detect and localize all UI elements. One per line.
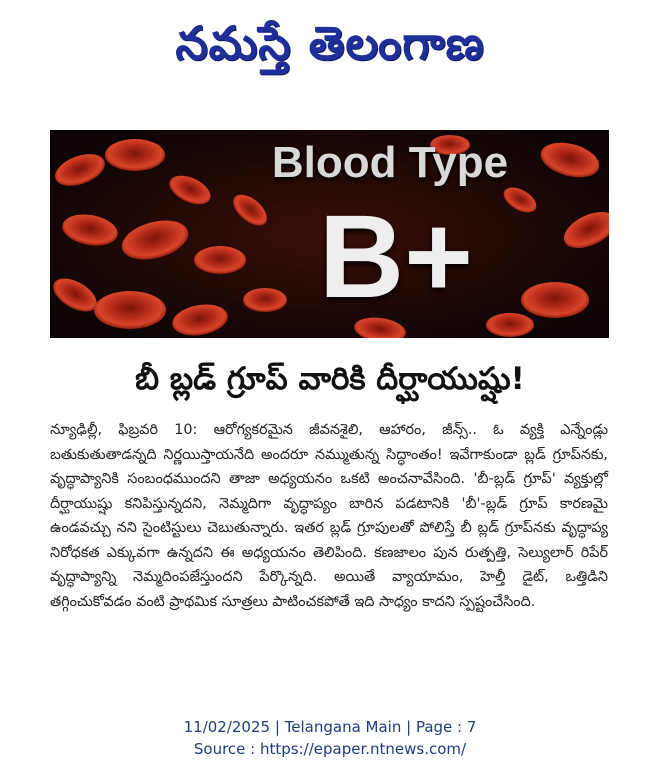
article-body: న్యూఢిల్లీ, ఫిబ్రవరి 10: ఆరోగ్యకరమైన జీవనశైలి, ఆహారం, జీన్స్.. ఓ వ్యక్తి ఎన్నేండ్లు బతుకుతుతాడన్నది నిర్ణయిస్తాయనేది అందరూ నమ్ముతున్న సిద్ధాంతం! ఇవేగాకుండా బ్లడ్ గ్రూప్‌నకు, వృద్ధాప్యానికి సంబంధముందని తాజా అధ్యయనం ఒకటి అంచనావేసింది. 'బీ-బ్లడ్ గ్రూప్' వ్యక్తుల్లో దీర్ఘాయుష్షు కనిపిస్తున్నదని, నెమ్మదిగా వృద్ధాప్యం బారిన పడటానికి 'బీ'-బ్లడ్ గ్రూప్ కారణమై ఉండవచ్చు నని సైంటిస్టులు చెబుతున్నారు. ఇతర బ్లడ్ గ్రూపులతో పోలిస్తే బీ బ్లడ్ గ్రూప్‌నకు వృద్ధాప్య నిరోధకత ఎక్కువగా ఉన్నదని ఈ అధ్యయనం తెలిపింది. కణజాలం పున రుత్పత్తి, సెల్యులార్ రిపేర్ వృద్ధాప్యాన్ని నెమ్మదింపజేస్తుందని పేర్కొన్నది. అయితే వ్యాయామం, హెల్తీ డైట్, ఒత్తిడిని తగ్గించుకోవడం వంటి ప్రాథమిక సూత్రలు పాటించకపోతే ఇది సాధ్యం కాదని స్పష్టంచేసింది. [50, 422, 608, 610]
source-link[interactable]: Source : https://epaper.ntnews.com/ [193, 740, 467, 758]
banner-blood-type: B+ [318, 191, 474, 323]
masthead-logo: నమస్తే తెలంగాణ [175, 16, 485, 70]
source-footer [0, 716, 660, 760]
blood-type-banner-image [50, 130, 609, 338]
edition-info: 11/02/2025 | Telangana Main | Page : 7 [183, 718, 477, 736]
news-clipping [50, 130, 610, 690]
banner-title: Blood Type [271, 138, 509, 187]
article-headline: బీ బ్లడ్ గ్రూప్ వారికి దీర్ఘాయుష్షు! [135, 361, 525, 397]
